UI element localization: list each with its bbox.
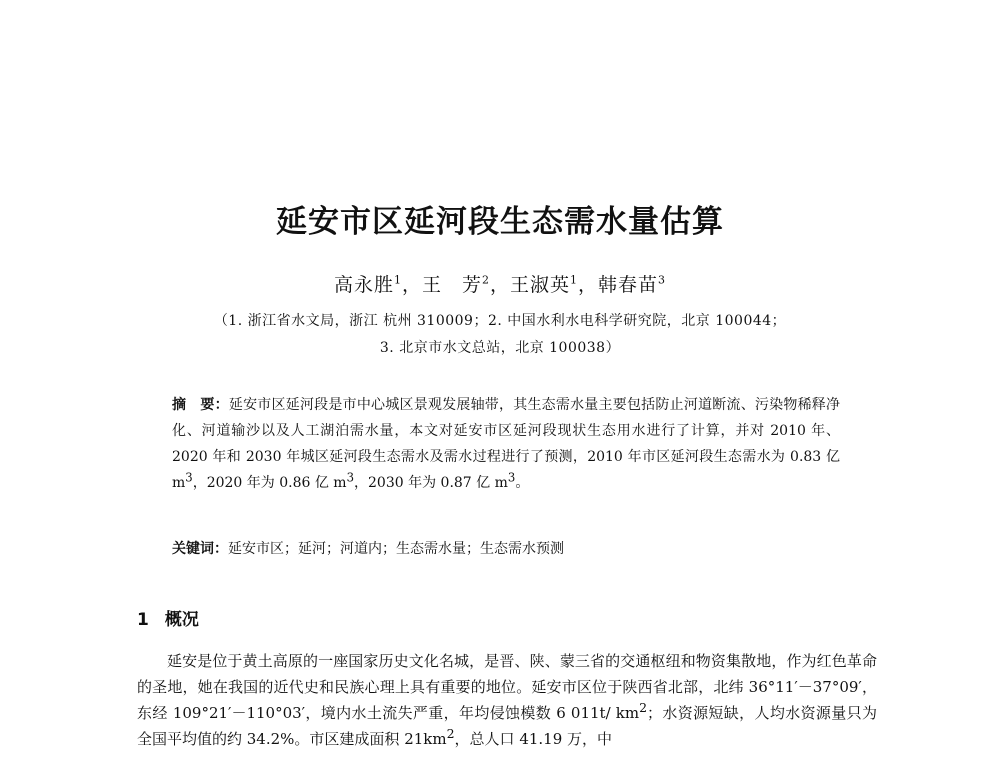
author-affil-mark: 2 (481, 273, 490, 287)
superscript-2: 2 (639, 700, 648, 715)
paper-title: 延安市区延河段生态需水量估算 (276, 204, 724, 240)
body-paragraph (137, 648, 877, 752)
section-title: 概况 (164, 610, 199, 630)
abstract-text: 延安市区延河段是市中心城区景观发展轴带，其生态需水量主要包括防止河道断流、污染物稀释净化、河道输沙以及人工湖泊需水量，本文对延安市区延河段现状生态用水进行了计算，并对 2010 年、2020 年和 2030 年城区延河段生态需水及需水过程进行了预测，2010 年市区延河段生态需水为 0.83 亿 m (172, 397, 841, 491)
section-number: 1 (137, 610, 149, 630)
body-text: 延安是位于黄土高原的一座国家历史文化名城，是晋、陕、蒙三省的交通枢纽和物资集散地，作为红色革命的圣地，她在我国的近代史和民族心理上具有重要的地位。延安市区位于陕西省北部，北纬 36°11′－37°09′，东经 109°21′－110°03′，境内水土流失严重，年均侵蚀模数 6 011t/ km (137, 652, 877, 722)
section-heading (137, 605, 199, 630)
body-text: ；水资源短缺，人均水资源量只为全国平均值的约 34.2%。市区建成面积 21km (137, 704, 877, 748)
keywords (172, 536, 840, 562)
abstract-text: ，2030 年为 0.87 亿 m (354, 475, 508, 491)
author-line: 高永胜$^1$，王 芳$^2$，王淑英$^1$，韩春苗$^3$ (333, 273, 667, 296)
superscript-3: 3 (346, 470, 355, 485)
affiliation-line-1: （1. 浙江省水文局，浙江 杭州 310009；2. 中国水利水电科学研究院，北京 100044； (213, 313, 787, 329)
body-text: ，总人口 41.19 万，中 (454, 730, 613, 748)
superscript-3: 3 (185, 470, 193, 485)
abstract-label: 摘 要： (172, 397, 229, 413)
abstract-text: ，2020 年为 0.86 亿 m (192, 475, 347, 491)
author-name: 韩春苗 (598, 274, 659, 296)
author-name: 王 芳 (421, 274, 482, 296)
keywords-label: 关键词： (172, 541, 228, 557)
author-affil-mark: 1 (570, 273, 579, 287)
author-affil-mark: 3 (658, 273, 667, 287)
superscript-3: 3 (507, 470, 516, 485)
affiliation-line-2: 3. 北京市水文总站，北京 100038） (379, 340, 621, 356)
abstract (172, 392, 840, 496)
author-affil-mark: 1 (393, 273, 402, 287)
keywords-text: 延安市区；延河；河道内；生态需水量；生态需水预测 (228, 541, 564, 557)
author-name: 高永胜 (333, 274, 394, 296)
superscript-2: 2 (446, 726, 455, 741)
abstract-text: 。 (515, 475, 530, 491)
author-name: 王淑英 (510, 274, 571, 296)
